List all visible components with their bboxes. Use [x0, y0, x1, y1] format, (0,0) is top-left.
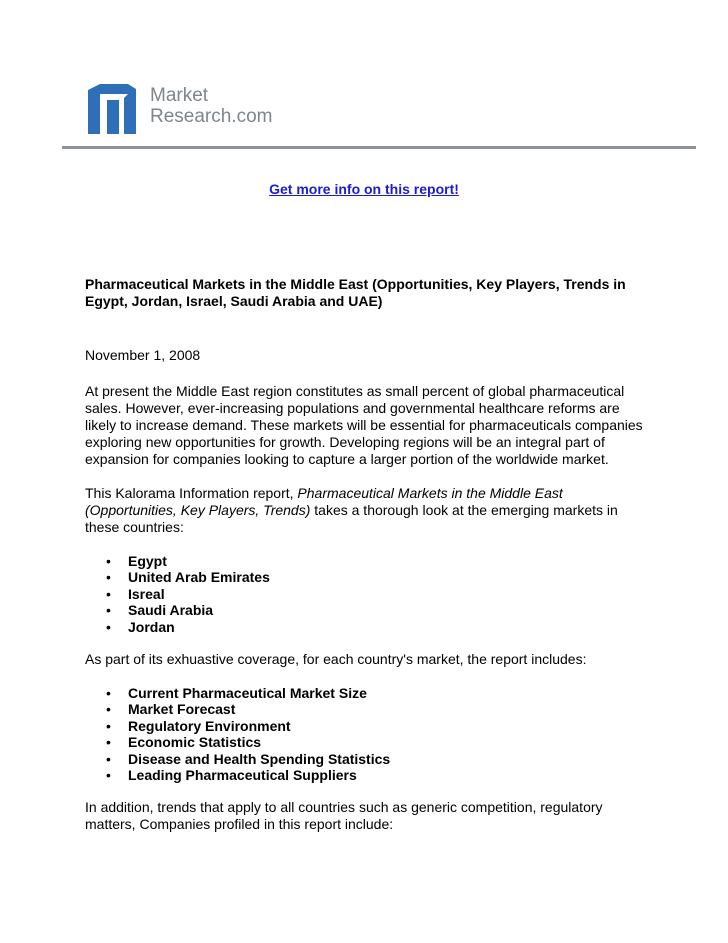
market-research-logo-icon: [88, 84, 140, 134]
list-item: • Disease and Health Spending Statistics: [128, 751, 650, 767]
more-info-link[interactable]: Get more info on this report!: [269, 181, 459, 197]
list-item: • Leading Pharmaceutical Suppliers: [128, 767, 650, 783]
coverage-paragraph: As part of its exhuastive coverage, for each country's market, the report includes:: [85, 651, 587, 668]
list-item: • United Arab Emirates: [128, 569, 650, 585]
list-item: • Economic Statistics: [128, 734, 650, 750]
logo-line-1: Market: [150, 85, 209, 106]
report-date: November 1, 2008: [85, 347, 201, 363]
report-title-italic: Pharmaceutical Markets in the Middle East (Opportunities, Key Players, Trends): [85, 485, 563, 518]
list-item: • Market Forecast: [128, 701, 650, 717]
list-item: • Egypt: [128, 553, 650, 569]
list-item: • Regulatory Environment: [128, 718, 650, 734]
country-list: [85, 553, 650, 635]
list-item: • Current Pharmaceutical Market Size: [128, 685, 650, 701]
logo[interactable]: [88, 84, 328, 134]
header-divider: [62, 146, 696, 149]
trends-paragraph: In addition, trends that apply to all countries such as generic competition, regulatory matters, Companies profiled in this report include:: [85, 799, 603, 833]
more-info-link-row: [0, 181, 728, 197]
coverage-list: [85, 685, 650, 783]
description-text-post: takes a thorough look at the emerging markets in these countries:: [85, 502, 618, 535]
logo-wordmark: [150, 85, 273, 127]
logo-line-2: Research.com: [150, 106, 273, 127]
list-item: • Saudi Arabia: [128, 602, 650, 618]
report-title: Pharmaceutical Markets in the Middle East (Opportunities, Key Players, Trends in Egypt, Jordan, Israel, Saudi Arabia and UAE): [85, 276, 626, 309]
report-content: [85, 276, 650, 833]
report-description-paragraph: [85, 485, 650, 536]
description-text-pre: This Kalorama Information report,: [85, 485, 298, 501]
intro-paragraph: At present the Middle East region constitutes as small percent of global pharmaceutical sales. However, ever-increasing populations and governmental healthcare reforms are likely to increase demand. These markets will be essential for pharmaceuticals companies exploring new opportunities for growth. Developing regions will be an integral part of expansion for companies looking to capture a larger portion of the worldwide market.: [85, 383, 643, 467]
list-item: • Isreal: [128, 586, 650, 602]
list-item: • Jordan: [128, 619, 650, 635]
